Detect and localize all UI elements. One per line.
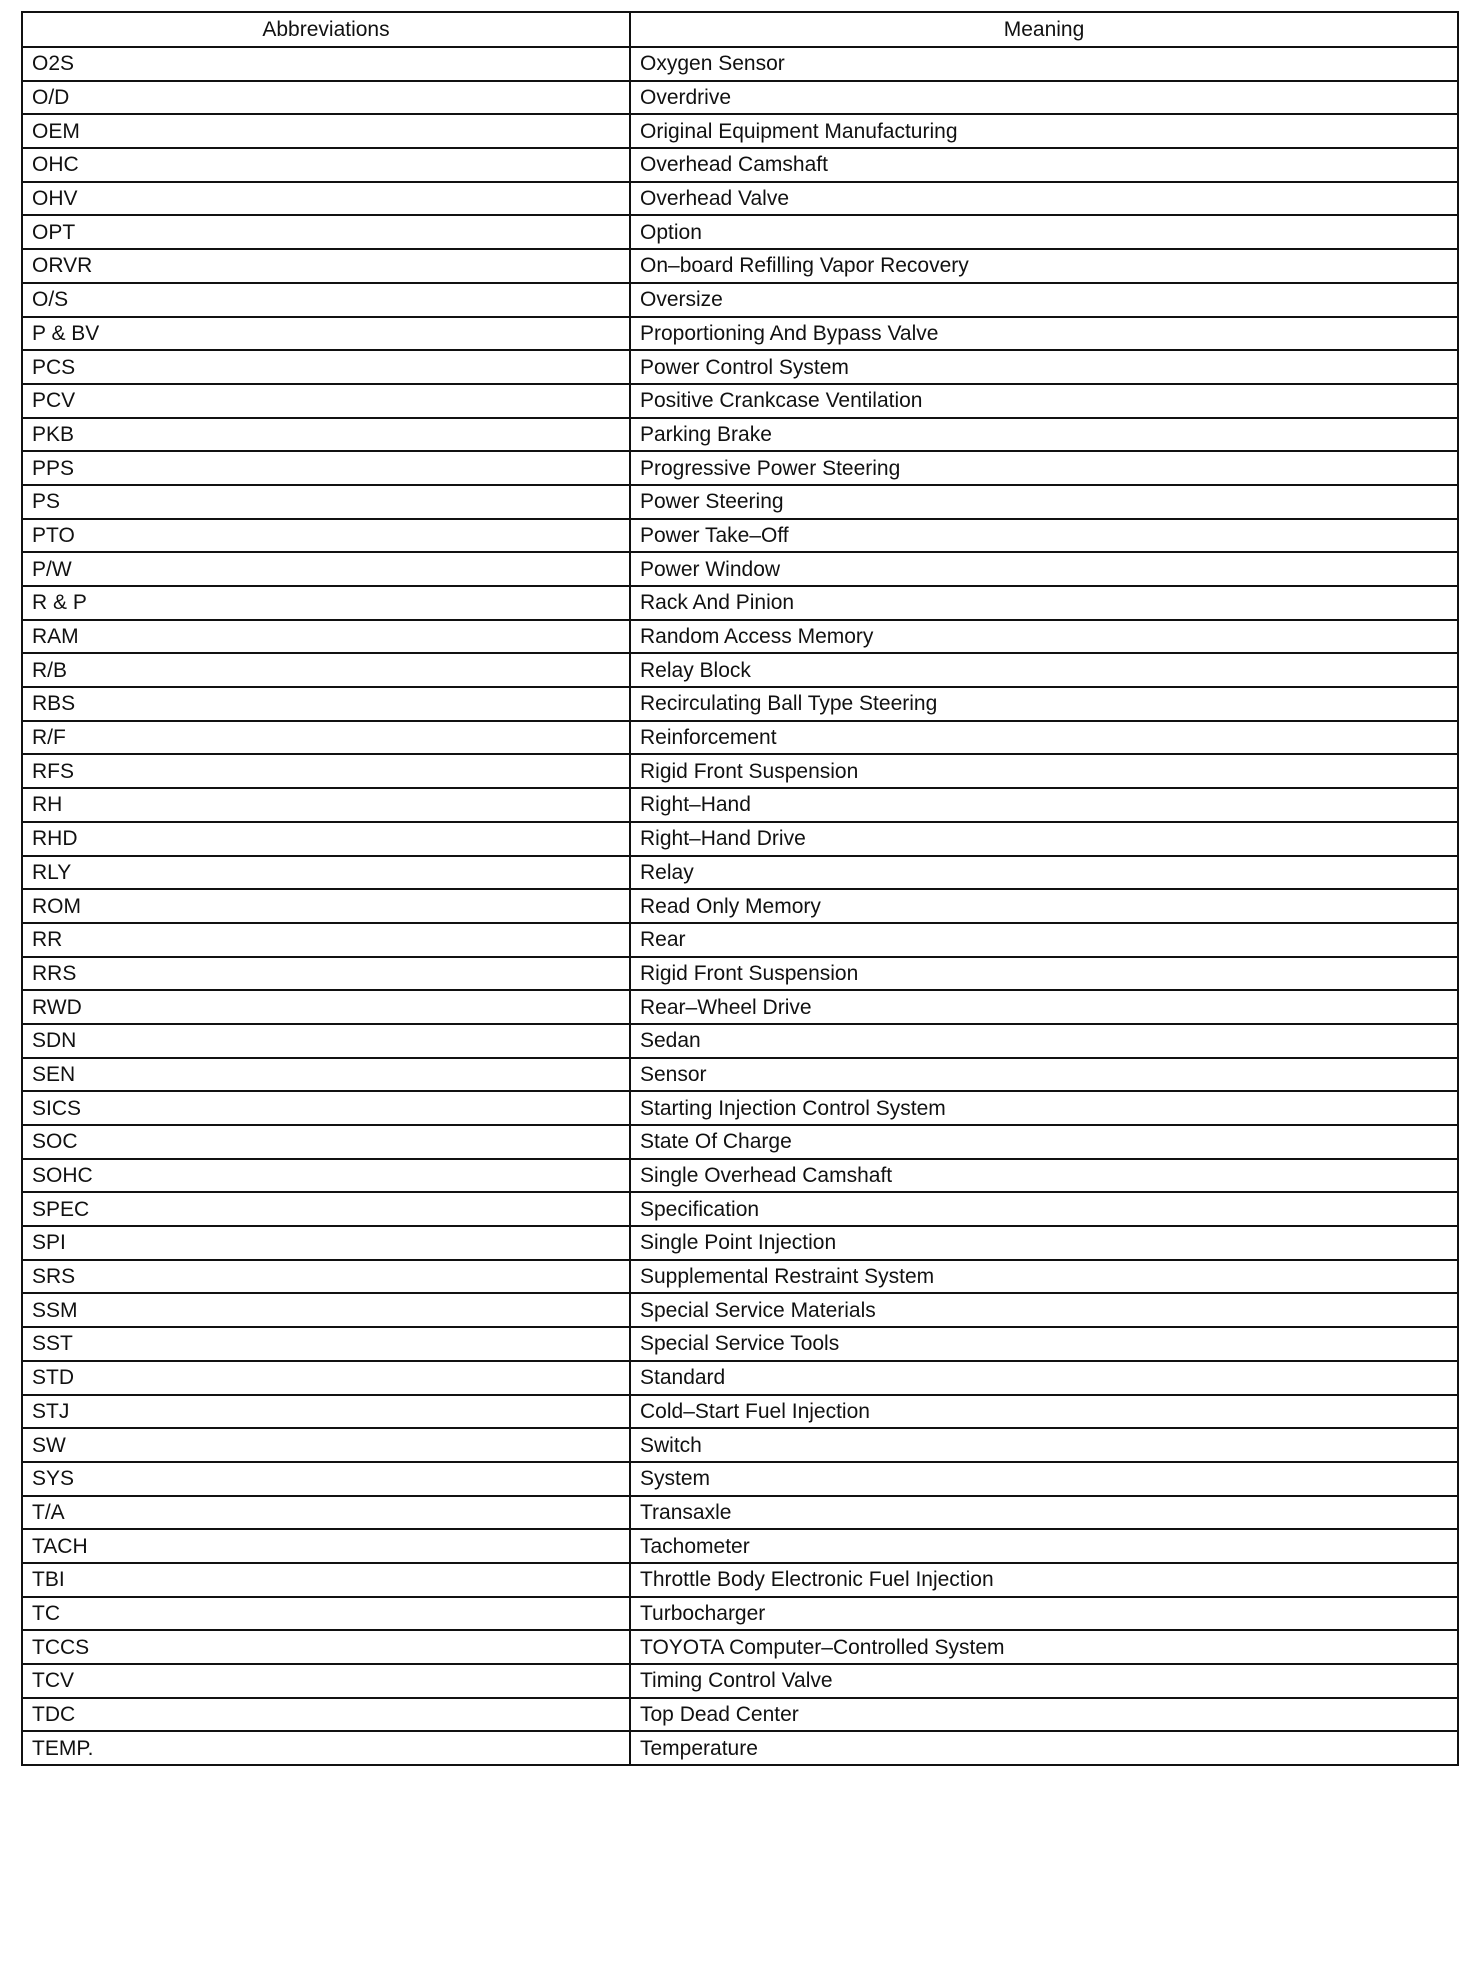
table-row	[22, 215, 1458, 249]
abbreviation-cell: PS	[22, 485, 630, 519]
table-row	[22, 384, 1458, 418]
abbreviation-cell: TCCS	[22, 1630, 630, 1664]
abbreviation-cell: RHD	[22, 822, 630, 856]
abbreviations-document	[21, 11, 1457, 1766]
abbreviation-cell: O/D	[22, 81, 630, 115]
table-row	[22, 1260, 1458, 1294]
abbreviation-cell: PCS	[22, 350, 630, 384]
meaning-cell: Power Take–Off	[630, 519, 1458, 553]
meaning-cell: Timing Control Valve	[630, 1664, 1458, 1698]
meaning-cell: Special Service Tools	[630, 1327, 1458, 1361]
meaning-cell: Right–Hand Drive	[630, 822, 1458, 856]
meaning-cell: Supplemental Restraint System	[630, 1260, 1458, 1294]
table-row	[22, 1529, 1458, 1563]
meaning-cell: State Of Charge	[630, 1125, 1458, 1159]
abbreviation-cell: SPEC	[22, 1192, 630, 1226]
abbreviation-cell: SW	[22, 1428, 630, 1462]
table-row	[22, 1428, 1458, 1462]
table-row	[22, 1125, 1458, 1159]
abbreviation-cell: ORVR	[22, 249, 630, 283]
meaning-cell: Option	[630, 215, 1458, 249]
table-row	[22, 687, 1458, 721]
abbreviation-cell: OHV	[22, 182, 630, 216]
meaning-cell: Original Equipment Manufacturing	[630, 114, 1458, 148]
abbreviation-cell: TC	[22, 1597, 630, 1631]
abbreviation-cell: TDC	[22, 1698, 630, 1732]
abbreviations-table	[21, 11, 1459, 1766]
table-row	[22, 182, 1458, 216]
table-row	[22, 1327, 1458, 1361]
abbreviation-cell: TCV	[22, 1664, 630, 1698]
abbreviation-cell: SYS	[22, 1462, 630, 1496]
abbreviation-cell: STD	[22, 1361, 630, 1395]
meaning-cell: Switch	[630, 1428, 1458, 1462]
abbreviation-cell: RWD	[22, 990, 630, 1024]
meaning-cell: Random Access Memory	[630, 620, 1458, 654]
header-abbreviations: Abbreviations	[22, 12, 630, 47]
table-row	[22, 788, 1458, 822]
table-body	[22, 47, 1458, 1765]
meaning-cell: Reinforcement	[630, 721, 1458, 755]
table-row	[22, 620, 1458, 654]
abbreviation-cell: RRS	[22, 957, 630, 991]
meaning-cell: Overdrive	[630, 81, 1458, 115]
table-row	[22, 114, 1458, 148]
table-row	[22, 889, 1458, 923]
meaning-cell: Starting Injection Control System	[630, 1091, 1458, 1125]
table-row	[22, 485, 1458, 519]
table-row	[22, 1462, 1458, 1496]
meaning-cell: Tachometer	[630, 1529, 1458, 1563]
header-meaning: Meaning	[630, 12, 1458, 47]
meaning-cell: Rigid Front Suspension	[630, 957, 1458, 991]
abbreviation-cell: RBS	[22, 687, 630, 721]
abbreviation-cell: PPS	[22, 451, 630, 485]
table-row	[22, 957, 1458, 991]
meaning-cell: Top Dead Center	[630, 1698, 1458, 1732]
meaning-cell: Temperature	[630, 1731, 1458, 1765]
meaning-cell: Oxygen Sensor	[630, 47, 1458, 81]
table-row	[22, 1597, 1458, 1631]
table-row	[22, 283, 1458, 317]
table-row	[22, 350, 1458, 384]
table-row	[22, 1058, 1458, 1092]
meaning-cell: Single Point Injection	[630, 1226, 1458, 1260]
abbreviation-cell: T/A	[22, 1496, 630, 1530]
meaning-cell: Power Window	[630, 552, 1458, 586]
abbreviation-cell: RAM	[22, 620, 630, 654]
meaning-cell: Read Only Memory	[630, 889, 1458, 923]
abbreviation-cell: O/S	[22, 283, 630, 317]
abbreviation-cell: SEN	[22, 1058, 630, 1092]
table-row	[22, 1293, 1458, 1327]
abbreviation-cell: P & BV	[22, 317, 630, 351]
meaning-cell: Overhead Camshaft	[630, 148, 1458, 182]
table-row	[22, 317, 1458, 351]
table-row	[22, 586, 1458, 620]
table-row	[22, 1630, 1458, 1664]
meaning-cell: Single Overhead Camshaft	[630, 1159, 1458, 1193]
table-row	[22, 923, 1458, 957]
meaning-cell: Turbocharger	[630, 1597, 1458, 1631]
abbreviation-cell: TEMP.	[22, 1731, 630, 1765]
abbreviation-cell: RFS	[22, 754, 630, 788]
table-row	[22, 721, 1458, 755]
table-row	[22, 519, 1458, 553]
abbreviation-cell: RR	[22, 923, 630, 957]
meaning-cell: Relay	[630, 856, 1458, 890]
meaning-cell: TOYOTA Computer–Controlled System	[630, 1630, 1458, 1664]
abbreviation-cell: STJ	[22, 1395, 630, 1429]
meaning-cell: Rear–Wheel Drive	[630, 990, 1458, 1024]
abbreviation-cell: SOHC	[22, 1159, 630, 1193]
table-header-row	[22, 12, 1458, 47]
table-row	[22, 1563, 1458, 1597]
table-row	[22, 1091, 1458, 1125]
meaning-cell: Standard	[630, 1361, 1458, 1395]
abbreviation-cell: PKB	[22, 418, 630, 452]
abbreviation-cell: SICS	[22, 1091, 630, 1125]
table-row	[22, 47, 1458, 81]
meaning-cell: On–board Refilling Vapor Recovery	[630, 249, 1458, 283]
abbreviation-cell: R & P	[22, 586, 630, 620]
abbreviation-cell: SPI	[22, 1226, 630, 1260]
abbreviation-cell: P/W	[22, 552, 630, 586]
meaning-cell: Sensor	[630, 1058, 1458, 1092]
meaning-cell: Relay Block	[630, 653, 1458, 687]
meaning-cell: System	[630, 1462, 1458, 1496]
abbreviation-cell: SRS	[22, 1260, 630, 1294]
meaning-cell: Cold–Start Fuel Injection	[630, 1395, 1458, 1429]
table-row	[22, 81, 1458, 115]
table-row	[22, 1664, 1458, 1698]
table-row	[22, 1698, 1458, 1732]
table-row	[22, 451, 1458, 485]
table-row	[22, 1731, 1458, 1765]
table-row	[22, 822, 1458, 856]
meaning-cell: Rear	[630, 923, 1458, 957]
table-row	[22, 1226, 1458, 1260]
abbreviation-cell: TACH	[22, 1529, 630, 1563]
abbreviation-cell: RH	[22, 788, 630, 822]
abbreviation-cell: R/B	[22, 653, 630, 687]
meaning-cell: Proportioning And Bypass Valve	[630, 317, 1458, 351]
table-row	[22, 418, 1458, 452]
table-row	[22, 1395, 1458, 1429]
abbreviation-cell: SOC	[22, 1125, 630, 1159]
meaning-cell: Sedan	[630, 1024, 1458, 1058]
table-row	[22, 1024, 1458, 1058]
meaning-cell: Power Steering	[630, 485, 1458, 519]
abbreviation-cell: SSM	[22, 1293, 630, 1327]
abbreviation-cell: RLY	[22, 856, 630, 890]
table-row	[22, 653, 1458, 687]
abbreviation-cell: R/F	[22, 721, 630, 755]
meaning-cell: Special Service Materials	[630, 1293, 1458, 1327]
abbreviation-cell: OPT	[22, 215, 630, 249]
table-row	[22, 148, 1458, 182]
meaning-cell: Parking Brake	[630, 418, 1458, 452]
meaning-cell: Rigid Front Suspension	[630, 754, 1458, 788]
table-row	[22, 990, 1458, 1024]
abbreviation-cell: SDN	[22, 1024, 630, 1058]
abbreviation-cell: ROM	[22, 889, 630, 923]
meaning-cell: Right–Hand	[630, 788, 1458, 822]
abbreviation-cell: O2S	[22, 47, 630, 81]
abbreviation-cell: PTO	[22, 519, 630, 553]
meaning-cell: Oversize	[630, 283, 1458, 317]
meaning-cell: Throttle Body Electronic Fuel Injection	[630, 1563, 1458, 1597]
abbreviation-cell: OHC	[22, 148, 630, 182]
meaning-cell: Specification	[630, 1192, 1458, 1226]
meaning-cell: Positive Crankcase Ventilation	[630, 384, 1458, 418]
abbreviation-cell: SST	[22, 1327, 630, 1361]
table-row	[22, 1159, 1458, 1193]
table-row	[22, 856, 1458, 890]
table-row	[22, 552, 1458, 586]
meaning-cell: Progressive Power Steering	[630, 451, 1458, 485]
meaning-cell: Transaxle	[630, 1496, 1458, 1530]
table-row	[22, 754, 1458, 788]
table-row	[22, 249, 1458, 283]
table-row	[22, 1192, 1458, 1226]
meaning-cell: Power Control System	[630, 350, 1458, 384]
abbreviation-cell: TBI	[22, 1563, 630, 1597]
table-row	[22, 1361, 1458, 1395]
meaning-cell: Recirculating Ball Type Steering	[630, 687, 1458, 721]
abbreviation-cell: OEM	[22, 114, 630, 148]
table-row	[22, 1496, 1458, 1530]
meaning-cell: Overhead Valve	[630, 182, 1458, 216]
meaning-cell: Rack And Pinion	[630, 586, 1458, 620]
abbreviation-cell: PCV	[22, 384, 630, 418]
